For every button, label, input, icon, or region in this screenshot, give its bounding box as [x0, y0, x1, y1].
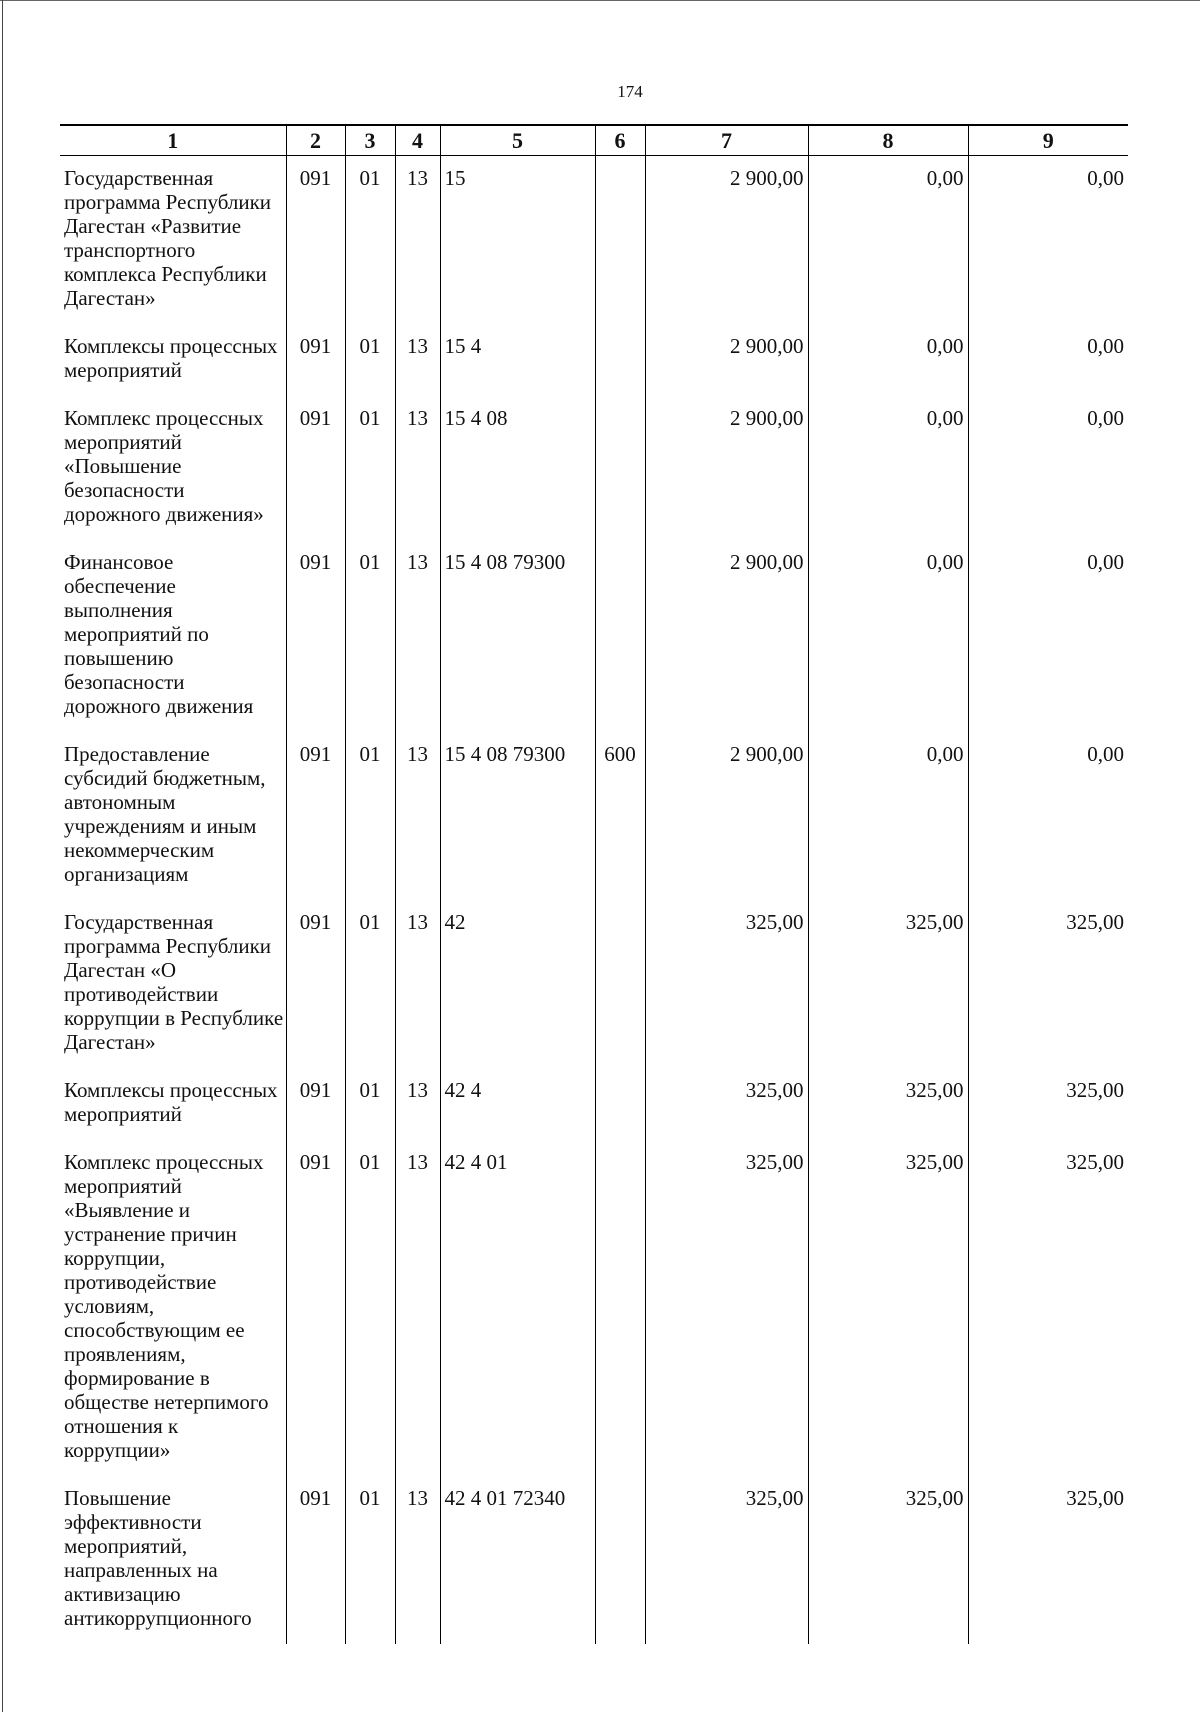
cell-amount-col8: 325,00: [808, 1476, 968, 1644]
header-col-4: 4: [395, 125, 440, 156]
cell-amount-col8: 0,00: [808, 324, 968, 396]
cell-amount-col9: 0,00: [968, 324, 1128, 396]
page-number: 174: [617, 82, 643, 101]
table-row: [60, 1068, 1128, 1140]
cell-amount-col9: 0,00: [968, 156, 1128, 325]
cell-amount-col9: 0,00: [968, 732, 1128, 900]
cell-subsection-code: 13: [395, 900, 440, 1068]
cell-section-code: 01: [345, 156, 395, 325]
cell-amount-col7: 2 900,00: [645, 156, 808, 325]
cell-subsection-code: 13: [395, 1068, 440, 1140]
cell-amount-col7: 2 900,00: [645, 324, 808, 396]
cell-subsection-code: 13: [395, 396, 440, 540]
cell-section-code: 01: [345, 1068, 395, 1140]
header-col-8: 8: [808, 125, 968, 156]
scan-left-edge: [2, 0, 3, 1712]
cell-expense-type: [595, 1068, 645, 1140]
cell-amount-col8: 325,00: [808, 1068, 968, 1140]
cell-target-article: 42 4 01: [440, 1140, 595, 1476]
cell-amount-col7: 2 900,00: [645, 732, 808, 900]
cell-target-article: 15 4 08 79300: [440, 732, 595, 900]
cell-section-code: 01: [345, 1140, 395, 1476]
row-name: Государственная программа Республики Дагестан «Развитие транспортного комплекса Республики Дагестан»: [64, 166, 272, 310]
row-name: Предоставление субсидий бюджетным, автономным учреждениям и иным некоммерческим организациям: [64, 742, 266, 886]
cell-target-article: 42: [440, 900, 595, 1068]
cell-amount-col9: 325,00: [968, 1476, 1128, 1644]
cell-ministry-code: 091: [286, 396, 345, 540]
cell-target-article: 15: [440, 156, 595, 325]
cell-amount-col9: 0,00: [968, 396, 1128, 540]
cell-subsection-code: 13: [395, 324, 440, 396]
cell-subsection-code: 13: [395, 1476, 440, 1644]
cell-amount-col8: 325,00: [808, 900, 968, 1068]
cell-amount-col7: 325,00: [645, 1476, 808, 1644]
cell-ministry-code: 091: [286, 900, 345, 1068]
cell-ministry-code: 091: [286, 324, 345, 396]
cell-expense-type: [595, 396, 645, 540]
cell-subsection-code: 13: [395, 156, 440, 325]
cell-amount-col8: 0,00: [808, 732, 968, 900]
cell-target-article: 15 4 08 79300: [440, 540, 595, 732]
header-col-6: 6: [595, 125, 645, 156]
cell-expense-type: [595, 1140, 645, 1476]
cell-amount-col9: 0,00: [968, 540, 1128, 732]
scan-top-edge: [0, 0, 1200, 1]
cell-section-code: 01: [345, 732, 395, 900]
cell-target-article: 42 4 01 72340: [440, 1476, 595, 1644]
cell-expense-type: [595, 156, 645, 325]
cell-amount-col7: 325,00: [645, 1068, 808, 1140]
cell-expense-type: [595, 1476, 645, 1644]
cell-section-code: 01: [345, 396, 395, 540]
cell-section-code: 01: [345, 1476, 395, 1644]
cell-expense-type: [595, 324, 645, 396]
row-name: Комплекс процессных мероприятий «Выявление и устранение причин коррупции, противодействие условиям, способствующим ее проявлениям, формирование в обществе нетерпимого отношения к коррупции»: [64, 1150, 269, 1462]
row-name: Повышение эффективности мероприятий, направленных на активизацию антикоррупционного: [64, 1486, 252, 1630]
table-row: [60, 1140, 1128, 1476]
cell-section-code: 01: [345, 540, 395, 732]
header-col-2: 2: [286, 125, 345, 156]
cell-ministry-code: 091: [286, 1476, 345, 1644]
cell-expense-type: [595, 900, 645, 1068]
cell-amount-col8: 0,00: [808, 396, 968, 540]
table-row: [60, 900, 1128, 1068]
cell-section-code: 01: [345, 324, 395, 396]
cell-amount-col9: 325,00: [968, 900, 1128, 1068]
header-col-5: 5: [440, 125, 595, 156]
cell-subsection-code: 13: [395, 540, 440, 732]
cell-amount-col9: 325,00: [968, 1068, 1128, 1140]
header-row: [60, 125, 1128, 156]
cell-amount-col8: 0,00: [808, 156, 968, 325]
cell-subsection-code: 13: [395, 1140, 440, 1476]
table-row: [60, 1476, 1128, 1644]
cell-amount-col7: 325,00: [645, 900, 808, 1068]
cell-ministry-code: 091: [286, 1140, 345, 1476]
table-row: [60, 156, 1128, 325]
cell-target-article: 15 4 08: [440, 396, 595, 540]
cell-ministry-code: 091: [286, 540, 345, 732]
table-row: [60, 396, 1128, 540]
cell-expense-type: 600: [595, 732, 645, 900]
cell-amount-col8: 325,00: [808, 1140, 968, 1476]
cell-target-article: 42 4: [440, 1068, 595, 1140]
cell-target-article: 15 4: [440, 324, 595, 396]
header-col-9: 9: [968, 125, 1128, 156]
cell-amount-col7: 2 900,00: [645, 396, 808, 540]
cell-amount-col9: 325,00: [968, 1140, 1128, 1476]
cell-ministry-code: 091: [286, 732, 345, 900]
cell-amount-col7: 325,00: [645, 1140, 808, 1476]
header-col-7: 7: [645, 125, 808, 156]
table-row: [60, 540, 1128, 732]
row-name: Государственная программа Республики Дагестан «О противодействии коррупции в Республике Дагестан»: [64, 910, 284, 1054]
row-name: Комплексы процессных мероприятий: [64, 334, 278, 382]
header-col-3: 3: [345, 125, 395, 156]
table-row: [60, 732, 1128, 900]
row-name: Финансовое обеспечение выполнения мероприятий по повышению безопасности дорожного движения: [64, 550, 254, 718]
cell-section-code: 01: [345, 900, 395, 1068]
cell-subsection-code: 13: [395, 732, 440, 900]
cell-amount-col7: 2 900,00: [645, 540, 808, 732]
row-name: Комплекс процессных мероприятий «Повышение безопасности дорожного движения»: [64, 406, 264, 526]
budget-table: [60, 124, 1128, 1644]
header-col-1: 1: [60, 125, 286, 156]
cell-ministry-code: 091: [286, 1068, 345, 1140]
cell-amount-col8: 0,00: [808, 540, 968, 732]
row-name: Комплексы процессных мероприятий: [64, 1078, 278, 1126]
cell-expense-type: [595, 540, 645, 732]
table-row: [60, 324, 1128, 396]
cell-ministry-code: 091: [286, 156, 345, 325]
